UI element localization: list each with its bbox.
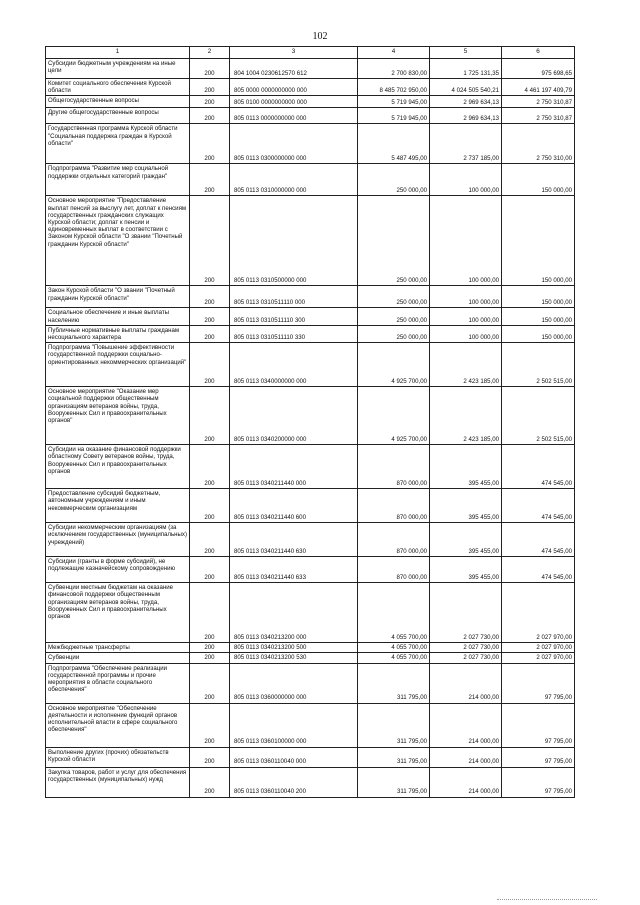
row-remaining-amount: 474 545,00 (502, 489, 575, 523)
row-admin-code: 200 (190, 703, 230, 747)
row-executed-amount: 2 969 634,13 (430, 108, 502, 124)
row-admin-code: 200 (190, 523, 230, 557)
table-row (46, 489, 575, 523)
row-budget-code: 805 0113 0340213200 500 (230, 643, 358, 653)
row-admin-code: 200 (190, 124, 230, 164)
row-name: Основное мероприятие "Обеспечение деятельности и исполнение функций органов исполнительной власти в сфере социального обеспечения" (46, 703, 190, 747)
row-executed-amount: 395 455,00 (430, 489, 502, 523)
row-approved-amount: 870 000,00 (358, 523, 430, 557)
row-remaining-amount: 97 795,00 (502, 767, 575, 797)
row-name: Публичные нормативные выплаты гражданам несоциального характера (46, 325, 190, 342)
row-executed-amount: 100 000,00 (430, 196, 502, 286)
row-remaining-amount: 2 750 310,87 (502, 108, 575, 124)
row-approved-amount: 870 000,00 (358, 557, 430, 583)
row-approved-amount: 311 795,00 (358, 663, 430, 703)
row-admin-code: 200 (190, 108, 230, 124)
row-remaining-amount: 97 795,00 (502, 663, 575, 703)
row-approved-amount: 4 925 700,00 (358, 343, 430, 387)
row-budget-code: 805 0113 0310511110 300 (230, 308, 358, 325)
table-row (46, 164, 575, 196)
row-approved-amount: 4 055 700,00 (358, 653, 430, 663)
row-budget-code: 805 0113 0310000000 000 (230, 164, 358, 196)
table-row (46, 96, 575, 108)
row-executed-amount: 2 423 185,00 (430, 387, 502, 445)
table-row (46, 653, 575, 663)
row-admin-code: 200 (190, 308, 230, 325)
row-approved-amount: 250 000,00 (358, 308, 430, 325)
row-remaining-amount: 150 000,00 (502, 325, 575, 342)
row-admin-code: 200 (190, 343, 230, 387)
row-approved-amount: 4 055 700,00 (358, 583, 430, 643)
row-remaining-amount: 975 698,65 (502, 59, 575, 79)
row-approved-amount: 311 795,00 (358, 703, 430, 747)
column-header: 6 (502, 47, 575, 59)
row-executed-amount: 395 455,00 (430, 523, 502, 557)
row-name: Предоставление субсидий бюджетным, автономным учреждениям и иным некоммерческим организациям (46, 489, 190, 523)
row-name: Государственная программа Курской области "Социальная поддержка граждан в Курской области" (46, 124, 190, 164)
table-row (46, 108, 575, 124)
row-remaining-amount: 2 027 970,00 (502, 653, 575, 663)
row-budget-code: 805 0100 0000000000 000 (230, 96, 358, 108)
row-approved-amount: 311 795,00 (358, 747, 430, 767)
row-executed-amount: 4 024 505 540,21 (430, 79, 502, 96)
row-remaining-amount: 97 795,00 (502, 703, 575, 747)
row-budget-code: 805 0113 0360110040 000 (230, 747, 358, 767)
table-row (46, 196, 575, 286)
row-remaining-amount: 2 502 515,00 (502, 343, 575, 387)
row-executed-amount: 2 027 730,00 (430, 653, 502, 663)
row-admin-code: 200 (190, 747, 230, 767)
row-budget-code: 805 0113 0300000000 000 (230, 124, 358, 164)
row-name: Субсидии бюджетным учреждениям на иные цели (46, 59, 190, 79)
table-row (46, 663, 575, 703)
row-remaining-amount: 2 027 970,00 (502, 643, 575, 653)
row-approved-amount: 311 795,00 (358, 767, 430, 797)
table-row (46, 747, 575, 767)
row-remaining-amount: 474 545,00 (502, 557, 575, 583)
table-row (46, 79, 575, 96)
row-approved-amount: 5 487 495,00 (358, 124, 430, 164)
row-approved-amount: 5 719 945,00 (358, 108, 430, 124)
row-name: Субсидии (гранты в форме субсидий), не подлежащие казначейскому сопровождению (46, 557, 190, 583)
row-budget-code: 805 0113 0340211440 630 (230, 523, 358, 557)
column-header: 4 (358, 47, 430, 59)
row-budget-code: 805 0113 0340000000 000 (230, 343, 358, 387)
row-budget-code: 805 0113 0310500000 000 (230, 196, 358, 286)
row-executed-amount: 395 455,00 (430, 445, 502, 489)
table-row (46, 59, 575, 79)
row-remaining-amount: 150 000,00 (502, 308, 575, 325)
row-name: Другие общегосударственные вопросы (46, 108, 190, 124)
row-admin-code: 200 (190, 663, 230, 703)
row-executed-amount: 100 000,00 (430, 325, 502, 342)
row-name: Субвенции (46, 653, 190, 663)
table-row (46, 703, 575, 747)
row-admin-code: 200 (190, 767, 230, 797)
row-budget-code: 805 0113 0360000000 000 (230, 663, 358, 703)
row-approved-amount: 8 485 702 950,00 (358, 79, 430, 96)
row-remaining-amount: 474 545,00 (502, 445, 575, 489)
row-budget-code: 805 0113 0340211440 600 (230, 489, 358, 523)
row-admin-code: 200 (190, 59, 230, 79)
row-budget-code: 805 0113 0360110040 200 (230, 767, 358, 797)
row-name: Субвенции местным бюджетам на оказание финансовой поддержки общественным организациям ветеранов войны, труда, Вооруженных Сил и правоохранительных органов (46, 583, 190, 643)
footer-divider (497, 899, 597, 900)
row-name: Подпрограмма "Обеспечение реализации государственной программы и прочие мероприятия в области социального обеспечения" (46, 663, 190, 703)
row-remaining-amount: 150 000,00 (502, 164, 575, 196)
row-approved-amount: 870 000,00 (358, 489, 430, 523)
row-budget-code: 805 0113 0310511110 000 (230, 286, 358, 308)
column-header: 3 (230, 47, 358, 59)
table-row (46, 286, 575, 308)
row-name: Субсидии некоммерческим организациям (за исключением государственных (муниципальных) учреждений) (46, 523, 190, 557)
row-remaining-amount: 2 027 970,00 (502, 583, 575, 643)
row-remaining-amount: 150 000,00 (502, 196, 575, 286)
row-name: Основное мероприятие "Предоставление выплат пенсий за выслугу лет, доплат к пенсиям государственных гражданских служащих Курской области; доплат к пенсии и единовременных выплат в соответствии с Законом Курской области "О звании "Почетный гражданин Курской области" (46, 196, 190, 286)
row-admin-code: 200 (190, 387, 230, 445)
row-executed-amount: 214 000,00 (430, 703, 502, 747)
row-remaining-amount: 4 461 197 409,79 (502, 79, 575, 96)
row-executed-amount: 1 725 131,35 (430, 59, 502, 79)
column-header: 2 (190, 47, 230, 59)
row-executed-amount: 395 455,00 (430, 557, 502, 583)
row-remaining-amount: 474 545,00 (502, 523, 575, 557)
table-row (46, 308, 575, 325)
table-row (46, 387, 575, 445)
row-budget-code: 805 0000 0000000000 000 (230, 79, 358, 96)
row-approved-amount: 250 000,00 (358, 286, 430, 308)
row-budget-code: 805 0113 0000000000 000 (230, 108, 358, 124)
table-row (46, 643, 575, 653)
row-executed-amount: 2 737 185,00 (430, 124, 502, 164)
table-row (46, 124, 575, 164)
row-name: Социальное обеспечение и иные выплаты населению (46, 308, 190, 325)
row-admin-code: 200 (190, 557, 230, 583)
row-admin-code: 200 (190, 79, 230, 96)
row-approved-amount: 250 000,00 (358, 164, 430, 196)
row-budget-code: 804 1004 0230612570 612 (230, 59, 358, 79)
table-header-row (46, 47, 575, 59)
row-name: Выполнение других (прочих) обязательств Курской области (46, 747, 190, 767)
table-row (46, 325, 575, 342)
row-admin-code: 200 (190, 164, 230, 196)
row-admin-code: 200 (190, 325, 230, 342)
row-remaining-amount: 2 750 310,00 (502, 124, 575, 164)
row-admin-code: 200 (190, 643, 230, 653)
row-name: Подпрограмма "Развитие мер социальной поддержки отдельных категорий граждан" (46, 164, 190, 196)
row-budget-code: 805 0113 0340213200 530 (230, 653, 358, 663)
table-row (46, 583, 575, 643)
row-admin-code: 200 (190, 653, 230, 663)
row-name: Основное мероприятие "Оказание мер социальной поддержки общественным организациям ветеранов войны, труда, Вооруженных Сил и правоохранительных органов" (46, 387, 190, 445)
row-admin-code: 200 (190, 196, 230, 286)
page-number: 102 (312, 31, 328, 42)
row-admin-code: 200 (190, 445, 230, 489)
row-admin-code: 200 (190, 489, 230, 523)
row-admin-code: 200 (190, 96, 230, 108)
row-name: Закон Курской области "О звании "Почетный гражданин Курской области" (46, 286, 190, 308)
table-row (46, 445, 575, 489)
row-budget-code: 805 0113 0340211440 633 (230, 557, 358, 583)
row-executed-amount: 2 423 185,00 (430, 343, 502, 387)
row-remaining-amount: 2 502 515,00 (502, 387, 575, 445)
column-header: 5 (430, 47, 502, 59)
row-name: Межбюджетные трансферты (46, 643, 190, 653)
row-approved-amount: 4 925 700,00 (358, 387, 430, 445)
row-name: Комитет социального обеспечения Курской области (46, 79, 190, 96)
row-executed-amount: 214 000,00 (430, 663, 502, 703)
row-approved-amount: 250 000,00 (358, 325, 430, 342)
row-name: Закупка товаров, работ и услуг для обеспечения государственных (муниципальных) нужд (46, 767, 190, 797)
row-approved-amount: 870 000,00 (358, 445, 430, 489)
row-budget-code: 805 0113 0340211440 000 (230, 445, 358, 489)
row-remaining-amount: 150 000,00 (502, 286, 575, 308)
row-executed-amount: 100 000,00 (430, 286, 502, 308)
row-name: Общегосударственные вопросы (46, 96, 190, 108)
column-header: 1 (46, 47, 190, 59)
row-budget-code: 805 0113 0340213200 000 (230, 583, 358, 643)
row-budget-code: 805 0113 0340200000 000 (230, 387, 358, 445)
row-approved-amount: 2 700 830,00 (358, 59, 430, 79)
row-name: Субсидии на оказание финансовой поддержки областному Совету ветеранов войны, труда, Вооруженных Сил и правоохранительных органов (46, 445, 190, 489)
row-executed-amount: 214 000,00 (430, 767, 502, 797)
row-executed-amount: 2 027 730,00 (430, 643, 502, 653)
row-executed-amount: 100 000,00 (430, 164, 502, 196)
table-row (46, 523, 575, 557)
row-executed-amount: 2 969 634,13 (430, 96, 502, 108)
row-admin-code: 200 (190, 583, 230, 643)
row-executed-amount: 100 000,00 (430, 308, 502, 325)
table-row (46, 343, 575, 387)
row-budget-code: 805 0113 0310511110 330 (230, 325, 358, 342)
row-budget-code: 805 0113 0360100000 000 (230, 703, 358, 747)
row-name: Подпрограмма "Повышение эффективности государственной поддержки социально-ориентированных некоммерческих организаций" (46, 343, 190, 387)
row-approved-amount: 4 055 700,00 (358, 643, 430, 653)
row-remaining-amount: 2 750 310,87 (502, 96, 575, 108)
table-row (46, 557, 575, 583)
row-approved-amount: 250 000,00 (358, 196, 430, 286)
row-approved-amount: 5 719 945,00 (358, 96, 430, 108)
budget-table (45, 46, 575, 798)
row-executed-amount: 214 000,00 (430, 747, 502, 767)
row-executed-amount: 2 027 730,00 (430, 583, 502, 643)
row-admin-code: 200 (190, 286, 230, 308)
table-row (46, 767, 575, 797)
row-remaining-amount: 97 795,00 (502, 747, 575, 767)
